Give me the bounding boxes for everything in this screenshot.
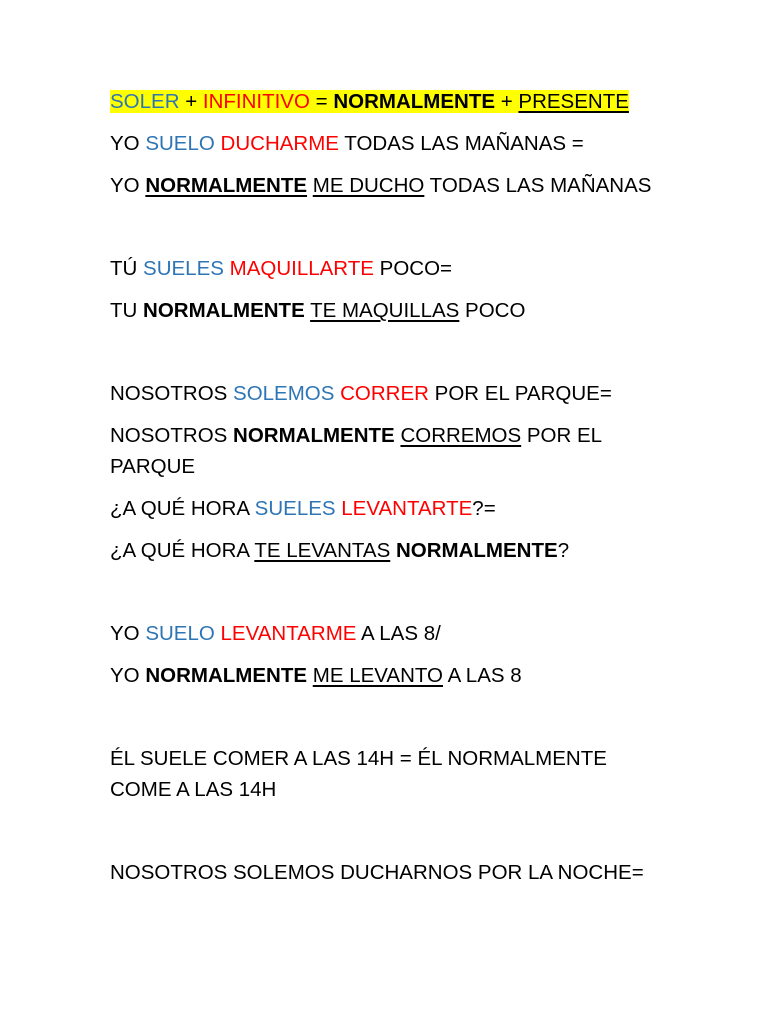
text-run: ÉL SUELE COMER A LAS 14H = ÉL NORMALMENTE COME A LAS 14H (110, 747, 607, 801)
example-line (110, 253, 670, 284)
text-run: = (309, 90, 334, 113)
text-run: ME LEVANTO (312, 664, 443, 687)
text-run: POCO (459, 299, 526, 322)
text-run: + (179, 90, 203, 113)
text-run: + (495, 90, 519, 113)
text-run: INFINITIVO (202, 90, 310, 113)
text-run: POR EL PARQUE= (428, 382, 612, 405)
highlight-run (110, 497, 496, 520)
example-line (110, 618, 670, 649)
text-run: YO (110, 664, 146, 687)
example-line (110, 378, 670, 409)
highlight-run (110, 424, 601, 478)
highlight-run (110, 539, 569, 562)
highlight-run (110, 257, 452, 280)
example-line (110, 128, 670, 159)
text-run: TODAS LAS MAÑANAS (424, 174, 652, 197)
highlight-run (110, 90, 629, 113)
text-run: LEVANTARTE (341, 497, 473, 520)
highlight-run (110, 664, 522, 687)
text-run: NORMALMENTE (333, 90, 496, 113)
text-run: YO (110, 622, 146, 645)
text-run: LEVANTARME (220, 622, 357, 645)
text-run: TU (110, 299, 144, 322)
text-run: A LAS 8 (443, 664, 522, 687)
text-run: DUCHARME (220, 132, 339, 155)
text-run: TÚ (110, 257, 144, 280)
text-run: SUELES (143, 257, 224, 280)
text-run: CORRER (340, 382, 429, 405)
text-run: SUELO (145, 622, 215, 645)
text-run: NORMALMENTE (145, 174, 308, 197)
text-run: SOLER (110, 90, 180, 113)
example-line (110, 420, 670, 482)
text-run: NOSOTROS (110, 382, 234, 405)
text-run: POR EL PARQUE (110, 424, 602, 478)
example-line (110, 535, 670, 566)
document-body (110, 86, 670, 888)
text-run: NORMALMENTE (145, 664, 308, 687)
text-run: NOSOTROS SOLEMOS DUCHARNOS POR LA NOCHE= (110, 861, 644, 884)
highlight-run (110, 174, 651, 197)
highlight-run (110, 747, 607, 801)
highlight-run (110, 382, 612, 405)
text-run: TODAS LAS MAÑANAS = (338, 132, 584, 155)
example-line (110, 857, 670, 888)
highlight-run (110, 622, 441, 645)
text-run: NOSOTROS (110, 424, 234, 447)
example-line (110, 170, 670, 201)
text-run: MAQUILLARTE (229, 257, 374, 280)
example-line (110, 295, 670, 326)
text-run: SUELO (145, 132, 215, 155)
text-run: CORREMOS (400, 424, 522, 447)
example-line (110, 660, 670, 691)
example-line (110, 743, 670, 805)
text-run: NORMALMENTE (395, 539, 558, 562)
example-line (110, 493, 670, 524)
text-run: YO (110, 132, 146, 155)
highlight-run (110, 299, 525, 322)
text-run: YO (110, 174, 146, 197)
text-run: PRESENTE (518, 90, 629, 113)
text-run: ¿A QUÉ HORA (110, 497, 255, 520)
text-run: TE LEVANTAS (254, 539, 391, 562)
highlight-run (110, 132, 584, 155)
text-run: POCO= (373, 257, 452, 280)
text-run: NORMALMENTE (143, 299, 305, 322)
text-run: SUELES (254, 497, 336, 520)
text-run: ? (557, 539, 570, 562)
text-run: NORMALMENTE (233, 424, 395, 447)
text-run: ?= (472, 497, 496, 520)
text-run: TE MAQUILLAS (310, 299, 460, 322)
text-run: SOLEMOS (233, 382, 335, 405)
text-run: ¿A QUÉ HORA (110, 539, 255, 562)
text-run: A LAS 8/ (356, 622, 441, 645)
highlight-run (110, 861, 644, 884)
text-run: ME DUCHO (312, 174, 425, 197)
formula-line (110, 86, 670, 117)
